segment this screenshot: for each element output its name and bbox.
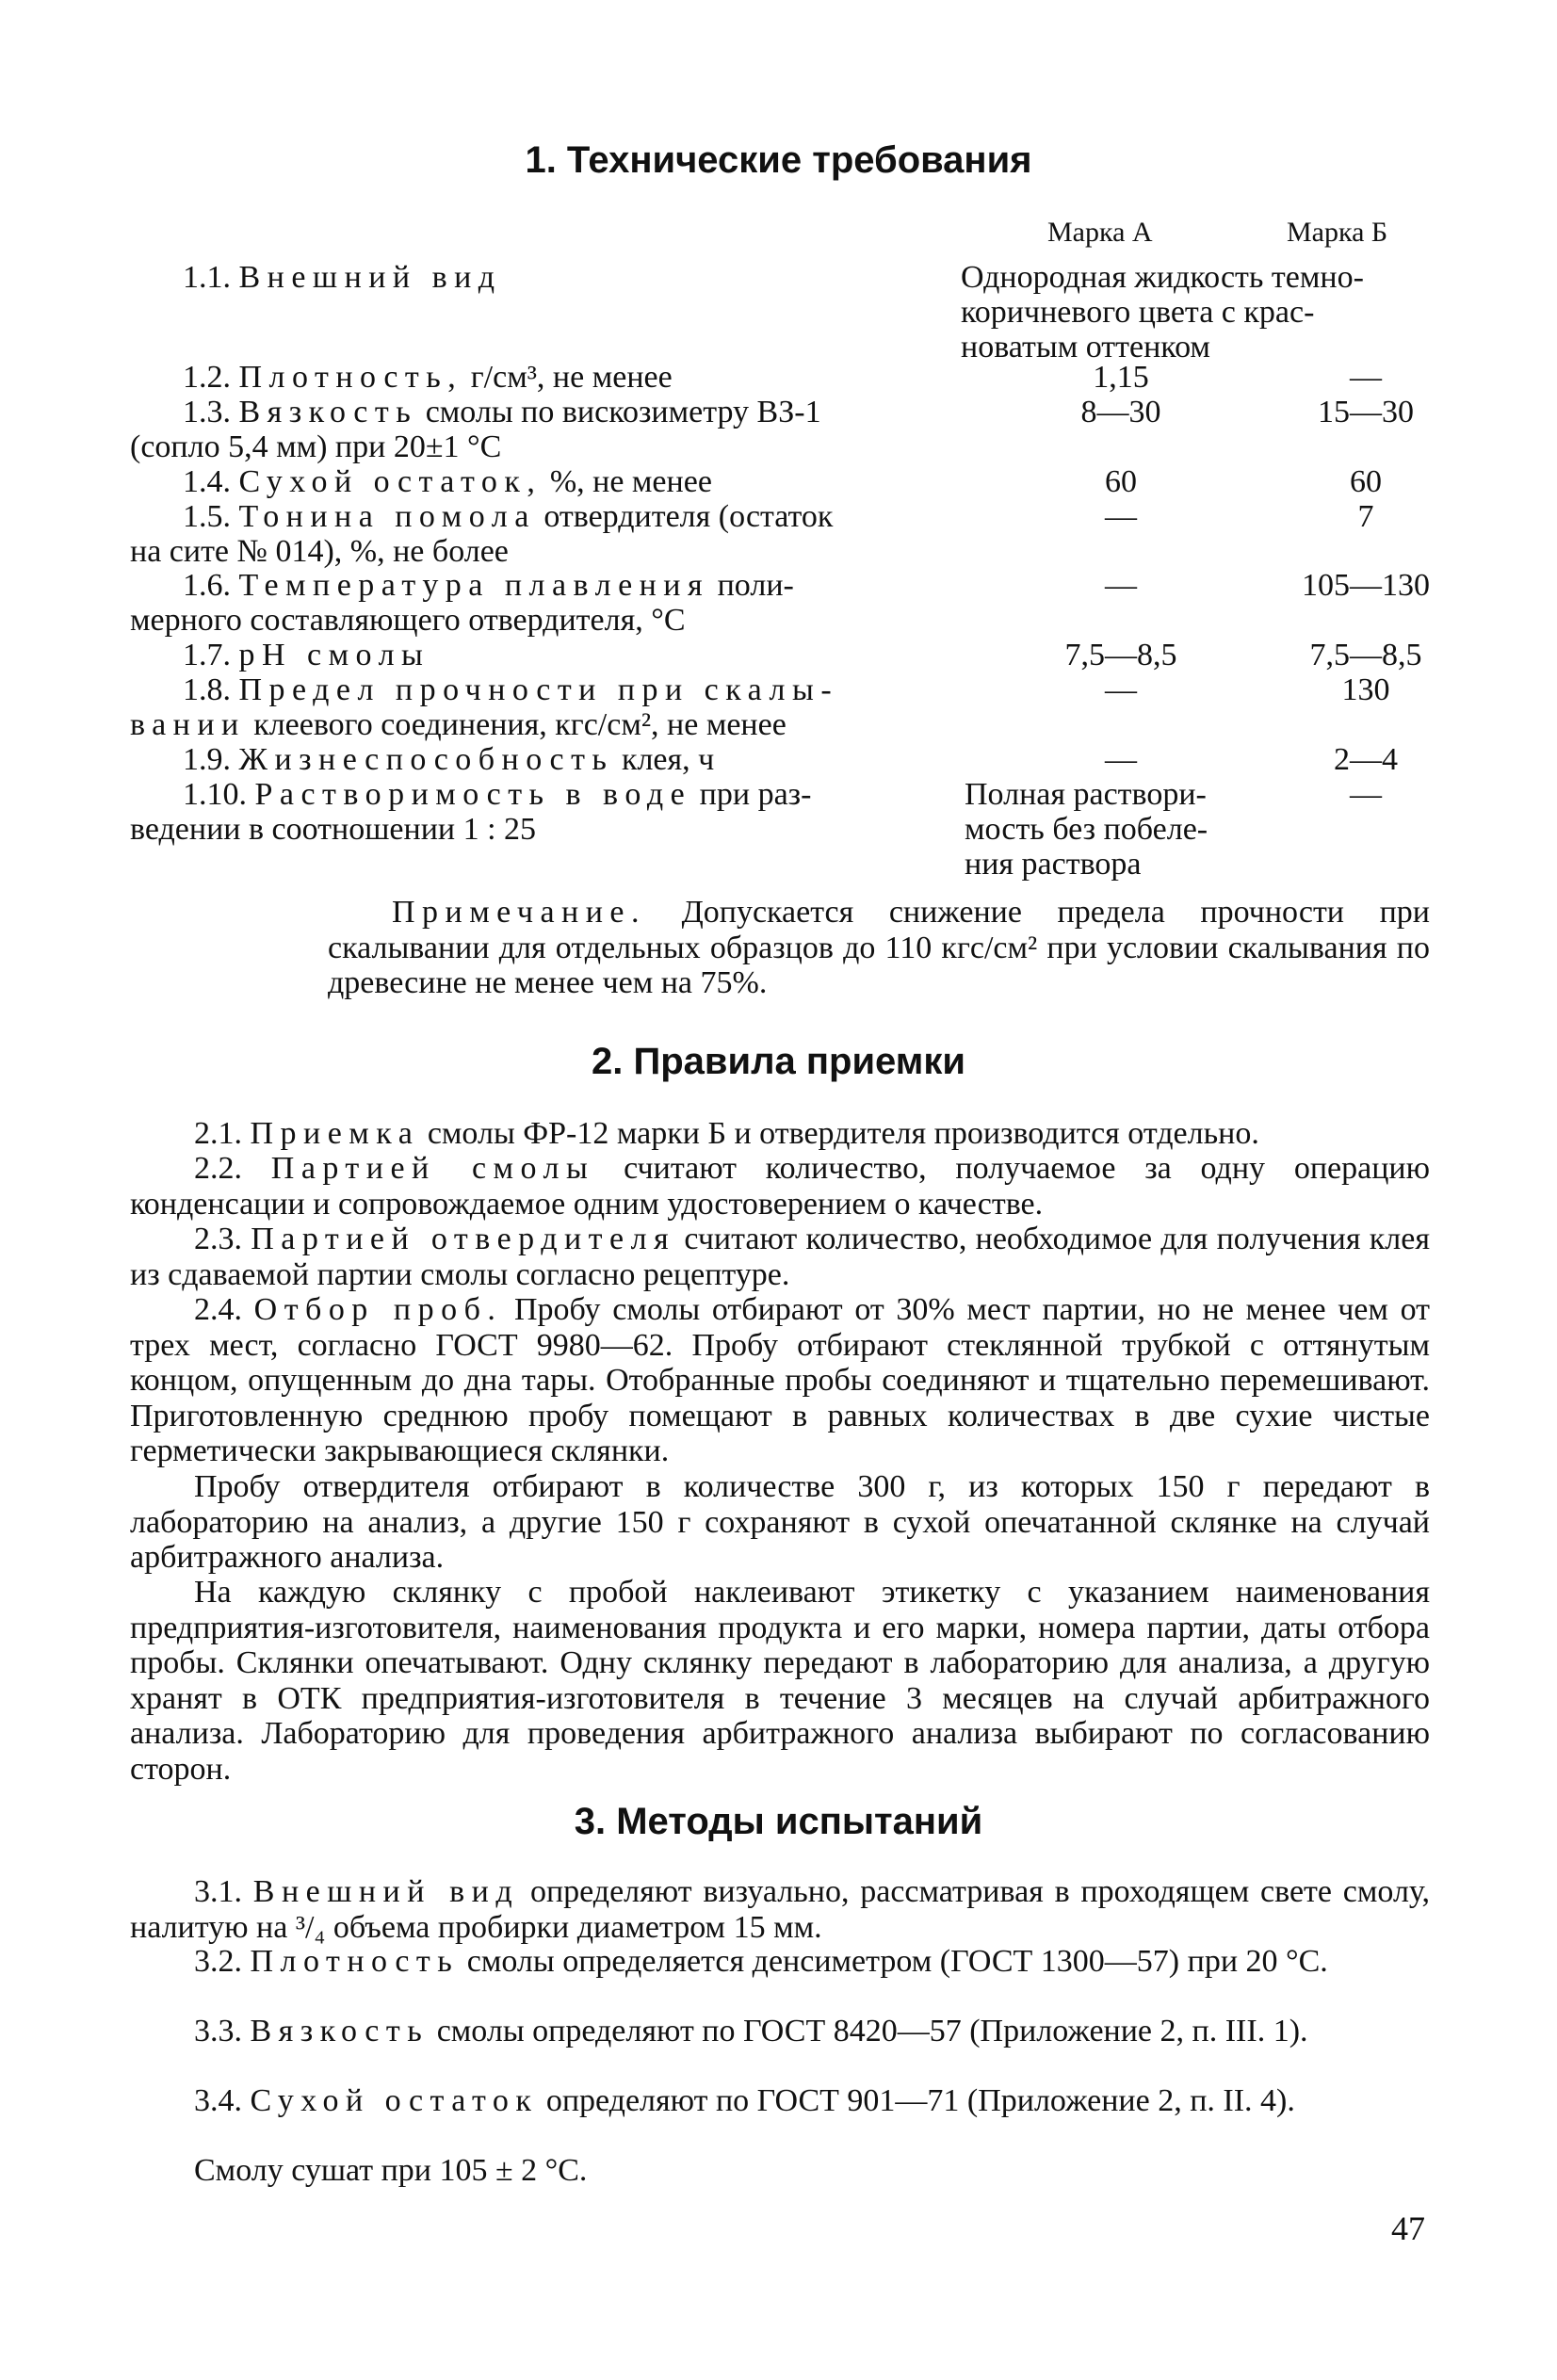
row-6-b: 105—130 <box>1302 568 1430 603</box>
row-3-cont: (сопло 5,4 мм) при 20±1 °С <box>130 429 502 464</box>
row-5-b: 7 <box>1357 499 1374 534</box>
table-row: 1.9. Жизнеспособность клея, ч <box>183 742 715 777</box>
paragraph-2-1: 2.1. Приемка смолы ФР-12 марки Б и отвердителя производится отдельно. <box>194 1116 1259 1151</box>
row-7-b: 7,5—8,5 <box>1309 638 1422 672</box>
table-row: 1.7. рН смолы <box>183 638 430 672</box>
row-6-a: — <box>1105 568 1137 603</box>
column-header-b: Марка Б <box>1287 217 1388 248</box>
paragraph-2-6: На каждую склянку с пробой наклеивают этикетку с указанием наименования предприятия-изготовителя, наименования продукта и его марки, номера партии, даты отбора пробы. Склянки опечатывают. Одну склянку передают в лабораторию для анализа, а другую хранят в ОТК предприятия-изготовителя в течение 3 месяцев на случай арбитражного анализа. Лабораторию для проведения арбитражного анализа выбирают по согласованию сторон. <box>130 1575 1430 1787</box>
row-8-a: — <box>1105 672 1137 707</box>
table-row: 1.4. Сухой остаток, %, не менее <box>183 464 712 499</box>
table-row: 1.5. Тонина помола отвердителя (остаток <box>183 499 834 534</box>
page-number: 47 <box>1391 2210 1425 2247</box>
section-2-title: 2. Правила приемки <box>592 1041 965 1082</box>
row-3-a: 8—30 <box>1080 395 1161 429</box>
column-header-a: Марка А <box>1047 217 1153 248</box>
row-7-a: 7,5—8,5 <box>1064 638 1177 672</box>
row-4-a: 60 <box>1105 464 1137 499</box>
row-1-a-line-3: новатым оттенком <box>961 330 1210 364</box>
row-5-a: — <box>1105 499 1137 534</box>
note: Примечание. Допускается снижение предела прочности при скалывании для отдельных образцов до 110 кгс/см² при условии скалывания по древесине не менее чем на 75%. <box>328 895 1430 1000</box>
paragraph-3-2: 3.2. Плотность смолы определяется денсиметром (ГОСТ 1300—57) при 20 °С. <box>194 1944 1328 1979</box>
row-10-a-line-1: Полная раствори- <box>965 777 1207 812</box>
table-row: 1.1. Внешний вид <box>183 260 502 295</box>
row-4-b: 60 <box>1350 464 1382 499</box>
row-5-cont: на сите № 014), %, не более <box>130 534 509 569</box>
table-row: 1.2. Плотность, г/см³, не менее <box>183 360 673 395</box>
row-2-a: 1,15 <box>1093 360 1149 395</box>
table-row: 1.10. Растворимость в воде при раз- <box>183 777 812 812</box>
table-row: 1.3. Вязкость смолы по вискозиметру ВЗ-1 <box>183 395 821 429</box>
row-6-cont: мерного составляющего отвердителя, °С <box>130 603 686 638</box>
section-1-title: 1. Технические требования <box>525 139 1032 181</box>
row-9-b: 2—4 <box>1334 742 1398 777</box>
row-9-a: — <box>1105 742 1137 777</box>
table-row: 1.6. Температура плавления поли- <box>183 568 794 603</box>
paragraph-2-2: 2.2. Партией смолы считают количество, получаемое за одну операцию конденсации и сопровождаемое одним удостоверением о качестве. <box>130 1151 1431 1222</box>
section-3-title: 3. Методы испытаний <box>574 1801 983 1842</box>
row-10-cont: ведении в соотношении 1 : 25 <box>130 812 537 847</box>
paragraph-2-3: 2.3. Партией отвердителя считают количество, необходимое для получения клея из сдаваемой партии смолы согласно рецептуре. <box>130 1222 1430 1292</box>
row-8-cont: вании клеевого соединения, кгс/см², не менее <box>130 707 787 742</box>
row-1-a-line-1: Однородная жидкость темно- <box>961 260 1364 295</box>
row-2-b: — <box>1350 360 1382 395</box>
row-10-a-line-2: мость без побеле- <box>965 812 1208 847</box>
table-row: 1.8. Предел прочности при скалы- <box>183 672 839 707</box>
row-8-b: 130 <box>1341 672 1390 707</box>
paragraph-3-3: 3.3. Вязкость смолы определяют по ГОСТ 8420—57 (Приложение 2, п. III. 1). <box>194 2014 1308 2048</box>
paragraph-3-5: Смолу сушат при 105 ± 2 °С. <box>194 2153 588 2188</box>
paragraph-2-4: 2.4. Отбор проб. Пробу смолы отбирают от 30% мест партии, но не менее чем от трех мест, согласно ГОСТ 9980—62. Пробу отбирают стеклянной трубкой с оттянутым концом, опущенным до дна тары. Отобранные пробы соединяют и тщательно перемешивают. Приготовленную среднюю пробу помещают в равных количествах в две сухие чистые герметически закрывающиеся склянки. <box>130 1292 1430 1468</box>
paragraph-2-5: Пробу отвердителя отбирают в количестве 300 г, из которых 150 г передают в лабораторию на анализ, а другие 150 г сохраняют в сухой опечатанной склянке на случай арбитражного анализа. <box>130 1469 1430 1575</box>
row-10-a-line-3: ния раствора <box>965 847 1142 882</box>
paragraph-3-1: 3.1. Внешний вид определяют визуально, рассматривая в проходящем свете смолу, налитую на ³/₄ объема пробирки диаметром 15 мм. <box>130 1874 1431 1945</box>
row-1-a-line-2: коричневого цвета с крас- <box>961 295 1315 330</box>
paragraph-3-4: 3.4. Сухой остаток определяют по ГОСТ 901—71 (Приложение 2, п. II. 4). <box>194 2083 1295 2118</box>
row-3-b: 15—30 <box>1318 395 1414 429</box>
row-10-b: — <box>1350 777 1382 812</box>
